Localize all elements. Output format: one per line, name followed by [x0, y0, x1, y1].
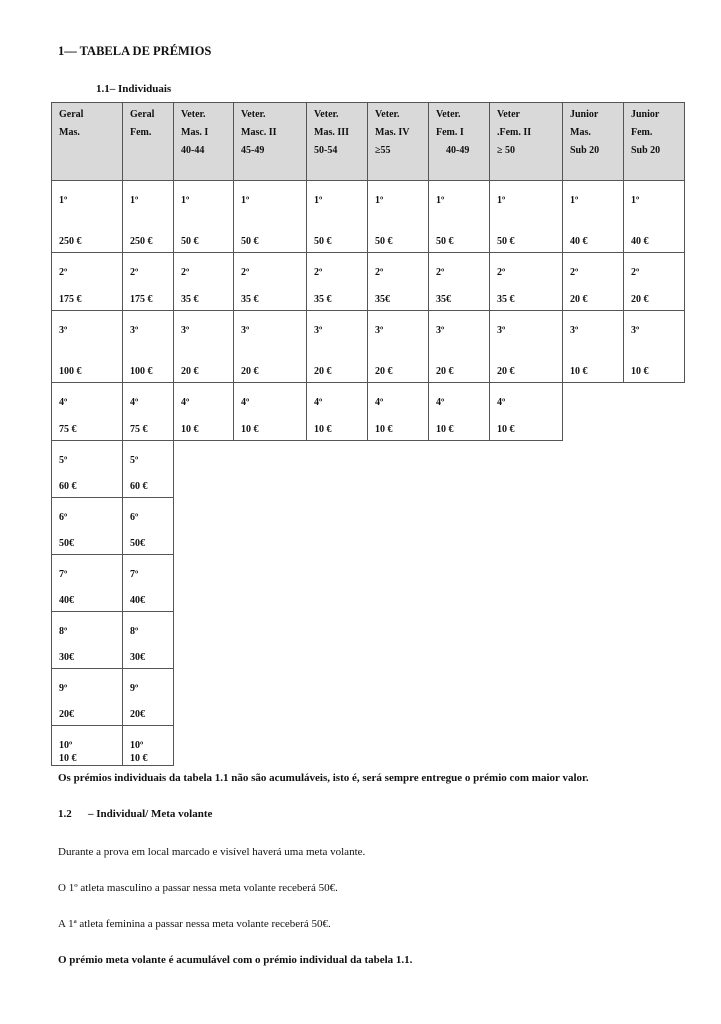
prize-amount: 100 € — [59, 366, 82, 377]
empty-cell — [429, 726, 490, 766]
place-label: 1º — [436, 195, 445, 206]
empty-cell — [174, 669, 234, 726]
prize-cell — [52, 383, 123, 441]
place-label: 3º — [59, 325, 68, 336]
empty-cell — [624, 498, 685, 555]
header-line: Veter. — [314, 109, 339, 120]
header-line: ≥ 50 — [497, 145, 515, 156]
table-row — [52, 498, 685, 555]
empty-cell — [490, 441, 563, 498]
empty-cell — [563, 669, 624, 726]
prize-amount: 250 € — [59, 236, 82, 247]
place-label: 4º — [497, 397, 506, 408]
prize-cell — [52, 441, 123, 498]
place-label: 4º — [375, 397, 384, 408]
place-label: 10º — [59, 740, 73, 751]
header-line: ≥55 — [375, 145, 391, 156]
place-label: 1º — [130, 195, 139, 206]
prize-amount: 40 € — [631, 236, 649, 247]
table-header-cell — [234, 103, 307, 181]
empty-cell — [368, 726, 429, 766]
table-header-cell — [490, 103, 563, 181]
prize-amount: 20 € — [631, 294, 649, 305]
prize-cell — [429, 311, 490, 383]
empty-cell — [563, 498, 624, 555]
header-line: Veter. — [375, 109, 400, 120]
empty-cell — [307, 498, 368, 555]
prize-cell — [563, 253, 624, 311]
empty-cell — [368, 669, 429, 726]
prize-amount: 10 € — [497, 424, 515, 435]
header-line: Junior — [631, 109, 660, 120]
prize-amount: 35 € — [181, 294, 199, 305]
prize-cell — [52, 253, 123, 311]
prize-cell — [52, 181, 123, 253]
empty-cell — [624, 555, 685, 612]
empty-cell — [307, 612, 368, 669]
prize-amount: 40 € — [570, 236, 588, 247]
prize-cell — [368, 181, 429, 253]
empty-cell — [429, 612, 490, 669]
prize-amount: 20€ — [130, 709, 145, 720]
prize-cell — [368, 311, 429, 383]
table-header-cell — [307, 103, 368, 181]
prize-amount: 75 € — [59, 424, 77, 435]
place-label: 3º — [375, 325, 384, 336]
prize-cell — [52, 612, 123, 669]
table-row — [52, 441, 685, 498]
header-line: Veter — [497, 109, 520, 120]
prize-amount: 10 € — [181, 424, 199, 435]
prize-amount: 20 € — [314, 366, 332, 377]
prize-amount: 30€ — [59, 652, 74, 663]
prize-amount: 10 € — [570, 366, 588, 377]
prize-amount: 20 € — [570, 294, 588, 305]
header-line: Masc. II — [241, 127, 277, 138]
prize-amount: 20 € — [497, 366, 515, 377]
header-line: 40-44 — [181, 145, 205, 156]
header-line: Mas. — [59, 127, 80, 138]
prize-cell — [52, 555, 123, 612]
place-label: 3º — [241, 325, 250, 336]
prize-cell — [368, 383, 429, 441]
header-line: 40-49 — [436, 145, 470, 156]
prize-amount: 10 € — [436, 424, 454, 435]
prize-amount: 20 € — [241, 366, 259, 377]
prize-cell — [307, 311, 368, 383]
place-label: 3º — [631, 325, 640, 336]
place-label: 6º — [130, 512, 139, 523]
empty-cell — [174, 498, 234, 555]
prize-amount: 50€ — [59, 538, 74, 549]
prize-amount: 175 € — [59, 294, 82, 305]
place-label: 8º — [59, 626, 68, 637]
place-label: 4º — [130, 397, 139, 408]
prize-amount: 75 € — [130, 424, 148, 435]
empty-cell — [234, 726, 307, 766]
empty-cell — [624, 612, 685, 669]
place-label: 3º — [570, 325, 579, 336]
place-label: 4º — [241, 397, 250, 408]
empty-cell — [429, 669, 490, 726]
final-note: O prémio meta volante é acumulável com o prémio individual da tabela 1.1. — [58, 954, 413, 966]
paragraph: A 1ª atleta feminina a passar nessa meta volante receberá 50€. — [58, 918, 331, 930]
place-label: 2º — [241, 267, 250, 278]
paragraph: Durante a prova em local marcado e visível haverá uma meta volante. — [58, 846, 366, 858]
prize-amount: 50€ — [130, 538, 145, 549]
empty-cell — [490, 612, 563, 669]
prize-amount: 10 € — [375, 424, 393, 435]
empty-cell — [624, 441, 685, 498]
prize-amount: 35 € — [314, 294, 332, 305]
place-label: 2º — [497, 267, 506, 278]
place-label: 2º — [130, 267, 139, 278]
prize-cell — [307, 181, 368, 253]
section-heading-meta-volante — [58, 808, 212, 820]
prize-cell — [490, 311, 563, 383]
prize-amount: 10 € — [631, 366, 649, 377]
place-label: 3º — [436, 325, 445, 336]
place-label: 1º — [59, 195, 68, 206]
place-label: 4º — [436, 397, 445, 408]
prize-cell — [174, 181, 234, 253]
table-row — [52, 311, 685, 383]
header-line: .Fem. II — [497, 127, 532, 138]
prize-amount: 20 € — [436, 366, 454, 377]
empty-cell — [174, 555, 234, 612]
empty-cell — [490, 726, 563, 766]
prize-cell — [624, 253, 685, 311]
prize-cell — [123, 669, 174, 726]
prize-amount: 100 € — [130, 366, 153, 377]
header-line: Geral — [59, 109, 84, 120]
prize-cell — [624, 181, 685, 253]
empty-cell — [624, 726, 685, 766]
prize-cell — [123, 311, 174, 383]
place-label: 1º — [497, 195, 506, 206]
prize-cell — [234, 253, 307, 311]
header-line: Fem. I — [436, 127, 464, 138]
place-label: 2º — [314, 267, 323, 278]
prize-amount: 35€ — [375, 294, 390, 305]
prize-amount: 250 € — [130, 236, 153, 247]
empty-cell — [368, 555, 429, 612]
prize-cell — [123, 181, 174, 253]
empty-cell — [490, 498, 563, 555]
prize-cell — [429, 181, 490, 253]
header-line: Junior — [570, 109, 599, 120]
prize-cell — [429, 253, 490, 311]
prize-cell — [123, 441, 174, 498]
prize-amount: 10 € — [130, 753, 148, 764]
section-title: – Individual/ Meta volante — [88, 808, 213, 820]
place-label: 2º — [59, 267, 68, 278]
prize-cell — [307, 383, 368, 441]
place-label: 1º — [314, 195, 323, 206]
prize-amount: 10 € — [241, 424, 259, 435]
table-note: Os prémios individuais da tabela 1.1 não são acumuláveis, isto é, será sempre entregue o prémio com maior valor. — [58, 772, 589, 784]
prize-cell — [368, 253, 429, 311]
empty-cell — [234, 555, 307, 612]
table-header-cell — [429, 103, 490, 181]
prize-amount: 20 € — [375, 366, 393, 377]
prize-cell — [563, 311, 624, 383]
prize-amount: 35 € — [241, 294, 259, 305]
header-line: Mas. I — [181, 127, 209, 138]
table-row — [52, 383, 685, 441]
table-header-cell — [123, 103, 174, 181]
prize-amount: 10 € — [59, 753, 77, 764]
prize-cell — [52, 669, 123, 726]
paragraph: O 1º atleta masculino a passar nessa meta volante receberá 50€. — [58, 882, 338, 894]
prize-cell — [490, 181, 563, 253]
header-line: Sub 20 — [570, 145, 600, 156]
prize-cell — [563, 181, 624, 253]
prize-cell — [123, 498, 174, 555]
prize-amount: 50 € — [375, 236, 393, 247]
prize-amount: 60 € — [130, 481, 148, 492]
place-label: 2º — [375, 267, 384, 278]
empty-cell — [624, 383, 685, 441]
header-line: Fem. — [631, 127, 653, 138]
empty-cell — [234, 441, 307, 498]
prize-amount: 50 € — [314, 236, 332, 247]
header-line: Veter. — [241, 109, 266, 120]
prize-amount: 10 € — [314, 424, 332, 435]
empty-cell — [368, 498, 429, 555]
empty-cell — [368, 441, 429, 498]
prize-amount: 50 € — [497, 236, 515, 247]
prize-cell — [307, 253, 368, 311]
prize-cell — [624, 311, 685, 383]
table-header-cell — [174, 103, 234, 181]
place-label: 2º — [181, 267, 190, 278]
place-label: 7º — [59, 569, 68, 580]
empty-cell — [234, 612, 307, 669]
prize-cell — [174, 311, 234, 383]
header-line: Mas. — [570, 127, 591, 138]
empty-cell — [429, 498, 490, 555]
place-label: 2º — [570, 267, 579, 278]
prize-cell — [490, 253, 563, 311]
place-label: 8º — [130, 626, 139, 637]
prize-cell — [429, 383, 490, 441]
empty-cell — [563, 555, 624, 612]
prize-amount: 40€ — [59, 595, 74, 606]
prize-amount: 40€ — [130, 595, 145, 606]
header-line: Veter. — [436, 109, 461, 120]
prize-amount: 60 € — [59, 481, 77, 492]
prize-amount: 50 € — [241, 236, 259, 247]
place-label: 7º — [130, 569, 139, 580]
table-row — [52, 555, 685, 612]
prize-cell — [123, 612, 174, 669]
empty-cell — [490, 669, 563, 726]
header-line: Mas. III — [314, 127, 350, 138]
prize-amount: 30€ — [130, 652, 145, 663]
table-header-cell — [563, 103, 624, 181]
place-label: 2º — [631, 267, 640, 278]
prize-cell — [52, 726, 123, 766]
place-label: 1º — [570, 195, 579, 206]
prize-cell — [52, 311, 123, 383]
prize-amount: 35€ — [436, 294, 451, 305]
empty-cell — [307, 555, 368, 612]
prize-cell — [234, 383, 307, 441]
empty-cell — [624, 669, 685, 726]
prize-cell — [123, 383, 174, 441]
prize-amount: 50 € — [436, 236, 454, 247]
prize-amount: 20 € — [181, 366, 199, 377]
empty-cell — [307, 669, 368, 726]
empty-cell — [429, 441, 490, 498]
place-label: 3º — [497, 325, 506, 336]
empty-cell — [490, 555, 563, 612]
place-label: 1º — [375, 195, 384, 206]
place-label: 3º — [130, 325, 139, 336]
prize-cell — [490, 383, 563, 441]
empty-cell — [174, 441, 234, 498]
place-label: 9º — [130, 683, 139, 694]
table-header-cell — [368, 103, 429, 181]
table-row — [52, 181, 685, 253]
page-heading: 1— TABELA DE PRÉMIOS — [58, 44, 212, 58]
place-label: 4º — [59, 397, 68, 408]
place-label: 1º — [181, 195, 190, 206]
place-label: 1º — [241, 195, 250, 206]
place-label: 6º — [59, 512, 68, 523]
header-line: Geral — [130, 109, 155, 120]
empty-cell — [563, 383, 624, 441]
place-label: 5º — [59, 455, 68, 466]
prize-cell — [123, 253, 174, 311]
header-line: Sub 20 — [631, 145, 661, 156]
header-line: Fem. — [130, 127, 152, 138]
empty-cell — [174, 612, 234, 669]
empty-cell — [563, 441, 624, 498]
table-header-cell — [624, 103, 685, 181]
table-row — [52, 612, 685, 669]
empty-cell — [429, 555, 490, 612]
place-label: 3º — [314, 325, 323, 336]
place-label: 3º — [181, 325, 190, 336]
empty-cell — [307, 726, 368, 766]
empty-cell — [174, 726, 234, 766]
header-line: Veter. — [181, 109, 206, 120]
empty-cell — [563, 612, 624, 669]
empty-cell — [368, 612, 429, 669]
prize-amount: 35 € — [497, 294, 515, 305]
prize-cell — [234, 181, 307, 253]
section-heading-individuais: 1.1– Individuais — [96, 83, 172, 95]
place-label: 5º — [130, 455, 139, 466]
header-line: 45-49 — [241, 145, 265, 156]
place-label: 9º — [59, 683, 68, 694]
prize-cell — [234, 311, 307, 383]
header-line: 50-54 — [314, 145, 338, 156]
place-label: 10º — [130, 740, 144, 751]
place-label: 2º — [436, 267, 445, 278]
place-label: 4º — [181, 397, 190, 408]
empty-cell — [307, 441, 368, 498]
empty-cell — [234, 498, 307, 555]
prize-amount: 175 € — [130, 294, 153, 305]
prize-cell — [174, 383, 234, 441]
table-header-cell — [52, 103, 123, 181]
prize-amount: 20€ — [59, 709, 74, 720]
place-label: 4º — [314, 397, 323, 408]
prize-cell — [123, 555, 174, 612]
table-row — [52, 726, 685, 766]
section-number: 1.2 — [58, 808, 72, 820]
place-label: 1º — [631, 195, 640, 206]
table-row — [52, 253, 685, 311]
prize-cell — [123, 726, 174, 766]
header-line: Mas. IV — [375, 127, 410, 138]
prize-table — [51, 102, 685, 766]
empty-cell — [234, 669, 307, 726]
table-row — [52, 669, 685, 726]
prize-amount: 50 € — [181, 236, 199, 247]
prize-cell — [174, 253, 234, 311]
empty-cell — [563, 726, 624, 766]
prize-cell — [52, 498, 123, 555]
